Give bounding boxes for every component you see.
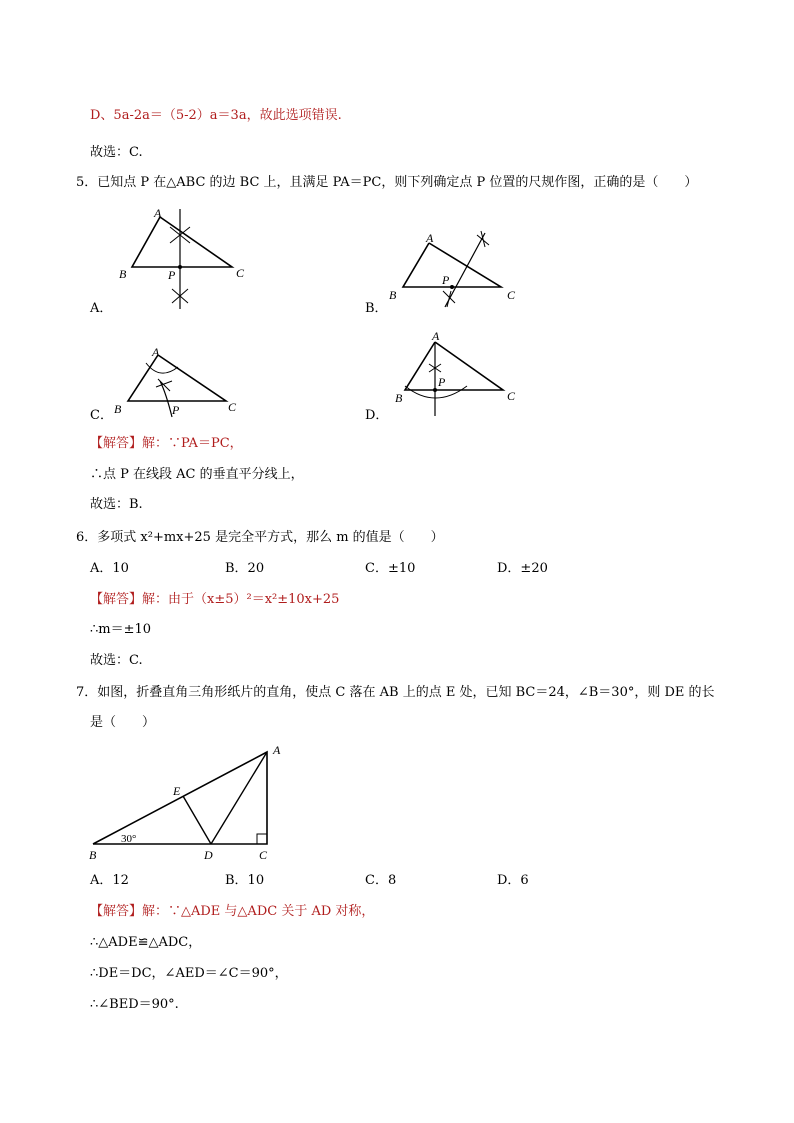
q6-solution-line-1: 【解答】解：由于（x±5）²＝x²±10x+25 <box>90 592 340 607</box>
q5-figure-a <box>110 205 260 315</box>
q6-stem: 6．多项式 x²+mx+25 是完全平方式，那么 m 的值是（ ） <box>76 530 444 545</box>
label-a: A <box>154 206 162 220</box>
q6-solution-line-2: ∴m＝±10 <box>90 622 152 637</box>
q7-option-d: D．6 <box>497 873 529 888</box>
label-c: C <box>236 266 245 280</box>
q5-figure-c <box>110 343 260 423</box>
label-a: A <box>152 345 160 359</box>
q7-solution-line-2: ∴△ADE≌△ADC， <box>90 935 202 950</box>
label-a: A <box>432 329 440 343</box>
q7-stem-line-1: 7．如图，折叠直角三角形纸片的直角，使点 C 落在 AB 上的点 E 处，已知 BC＝24，∠B＝30°，则 DE 的长 <box>76 685 715 700</box>
q6-answer: 故选：C. <box>90 653 143 668</box>
q7-stem-line-2: 是（ ） <box>90 715 156 730</box>
q5-option-d-label: D． <box>365 408 389 423</box>
q7-figure <box>85 738 295 868</box>
label-c: C <box>507 288 516 302</box>
q7-option-a: A．12 <box>90 873 129 888</box>
q5-stem: 5．已知点 P 在△ABC 的边 BC 上，且满足 PA＝PC，则下列确定点 P 位置的尺规作图，正确的是（ ） <box>76 175 698 190</box>
label-b: B <box>119 267 127 281</box>
angle-label: 30° <box>121 833 137 845</box>
label-c: C <box>507 389 516 403</box>
label-p: P <box>172 403 180 417</box>
label-b: B <box>395 391 403 405</box>
q6-option-d: D．±20 <box>497 561 548 576</box>
q6-option-b: B．20 <box>225 561 265 576</box>
label-b: B <box>389 288 397 302</box>
q7-option-c: C．8 <box>365 873 397 888</box>
q5-option-b-label: B． <box>365 301 388 316</box>
label-d: D <box>204 848 213 862</box>
q5-figure-b <box>385 225 535 320</box>
label-e: E <box>173 784 181 798</box>
q5-solution-line-1: 【解答】解：∵PA＝PC， <box>90 436 243 451</box>
label-p: P <box>168 268 176 282</box>
label-p: P <box>438 375 446 389</box>
label-a: A <box>426 231 434 245</box>
q5-figure-d <box>385 328 535 423</box>
q7-solution-line-3: ∴DE＝DC，∠AED＝∠C＝90°， <box>90 966 288 981</box>
q7-option-b: B．10 <box>225 873 265 888</box>
label-b: B <box>114 402 122 416</box>
q5-option-c-label: C． <box>90 408 113 423</box>
q6-option-a: A．10 <box>90 561 129 576</box>
label-c: C <box>259 848 268 862</box>
label-p: P <box>442 273 450 287</box>
label-b: B <box>89 848 97 862</box>
q7-solution-line-4: ∴∠BED＝90°. <box>90 997 179 1012</box>
label-a: A <box>273 743 281 757</box>
q5-answer: 故选：B. <box>90 497 143 512</box>
q7-solution-line-1: 【解答】解：∵△ADE 与△ADC 关于 AD 对称， <box>90 904 375 919</box>
option-d-explanation: D、5a-2a＝（5-2）a＝3a，故此选项错误. <box>90 108 342 123</box>
prev-answer: 故选：C. <box>90 145 143 160</box>
q6-option-c: C．±10 <box>365 561 416 576</box>
label-c: C <box>228 400 237 414</box>
q5-solution-line-2: ∴点 P 在线段 AC 的垂直平分线上， <box>90 467 304 482</box>
q5-option-a-label: A． <box>90 301 113 316</box>
